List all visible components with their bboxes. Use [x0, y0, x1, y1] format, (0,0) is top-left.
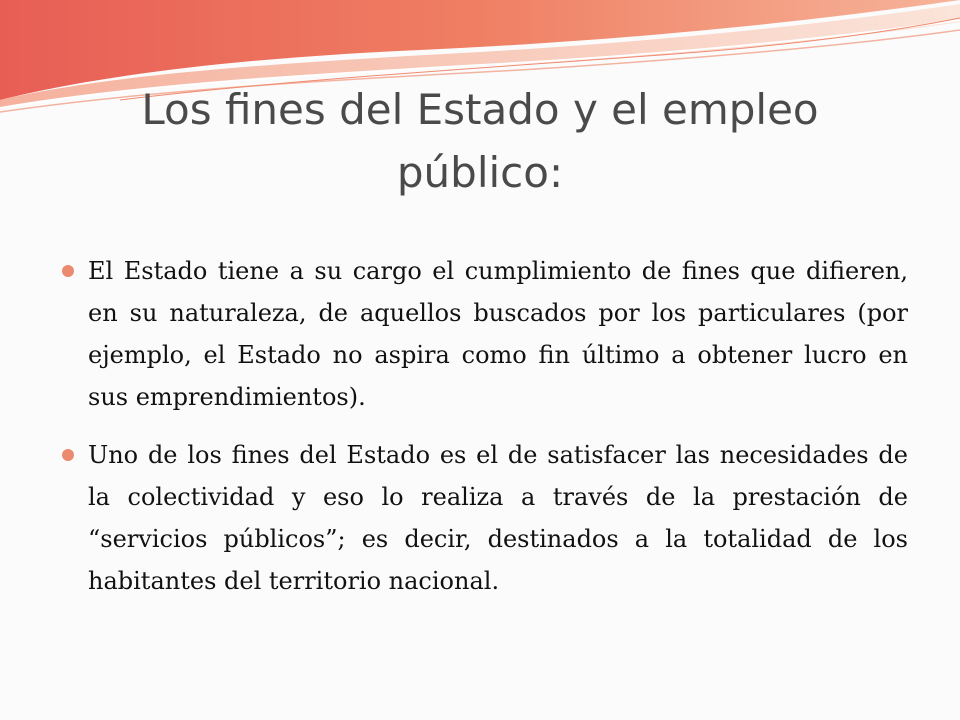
bullet-item	[58, 250, 908, 418]
bullet-text: Uno de los fines del Estado es el de satisfacer las necesidades de la colectividad y eso lo realiza a través de la prestación de “servicios públicos”; es decir, destinados a la totalidad de los habitantes del territorio nacional.	[88, 441, 908, 595]
bullet-text: El Estado tiene a su cargo el cumplimiento de fines que difieren, en su naturaleza, de aquellos buscados por los particulares (por ejemplo, el Estado no aspira como fin último a obtener lucro en sus emprendimientos).	[88, 257, 908, 411]
bullet-dot-icon	[62, 449, 74, 461]
bullet-list	[58, 250, 908, 618]
slide-title: Los fines del Estado y el empleo público:	[141, 85, 819, 197]
bullet-dot-icon	[62, 265, 74, 277]
bullet-item	[58, 434, 908, 602]
